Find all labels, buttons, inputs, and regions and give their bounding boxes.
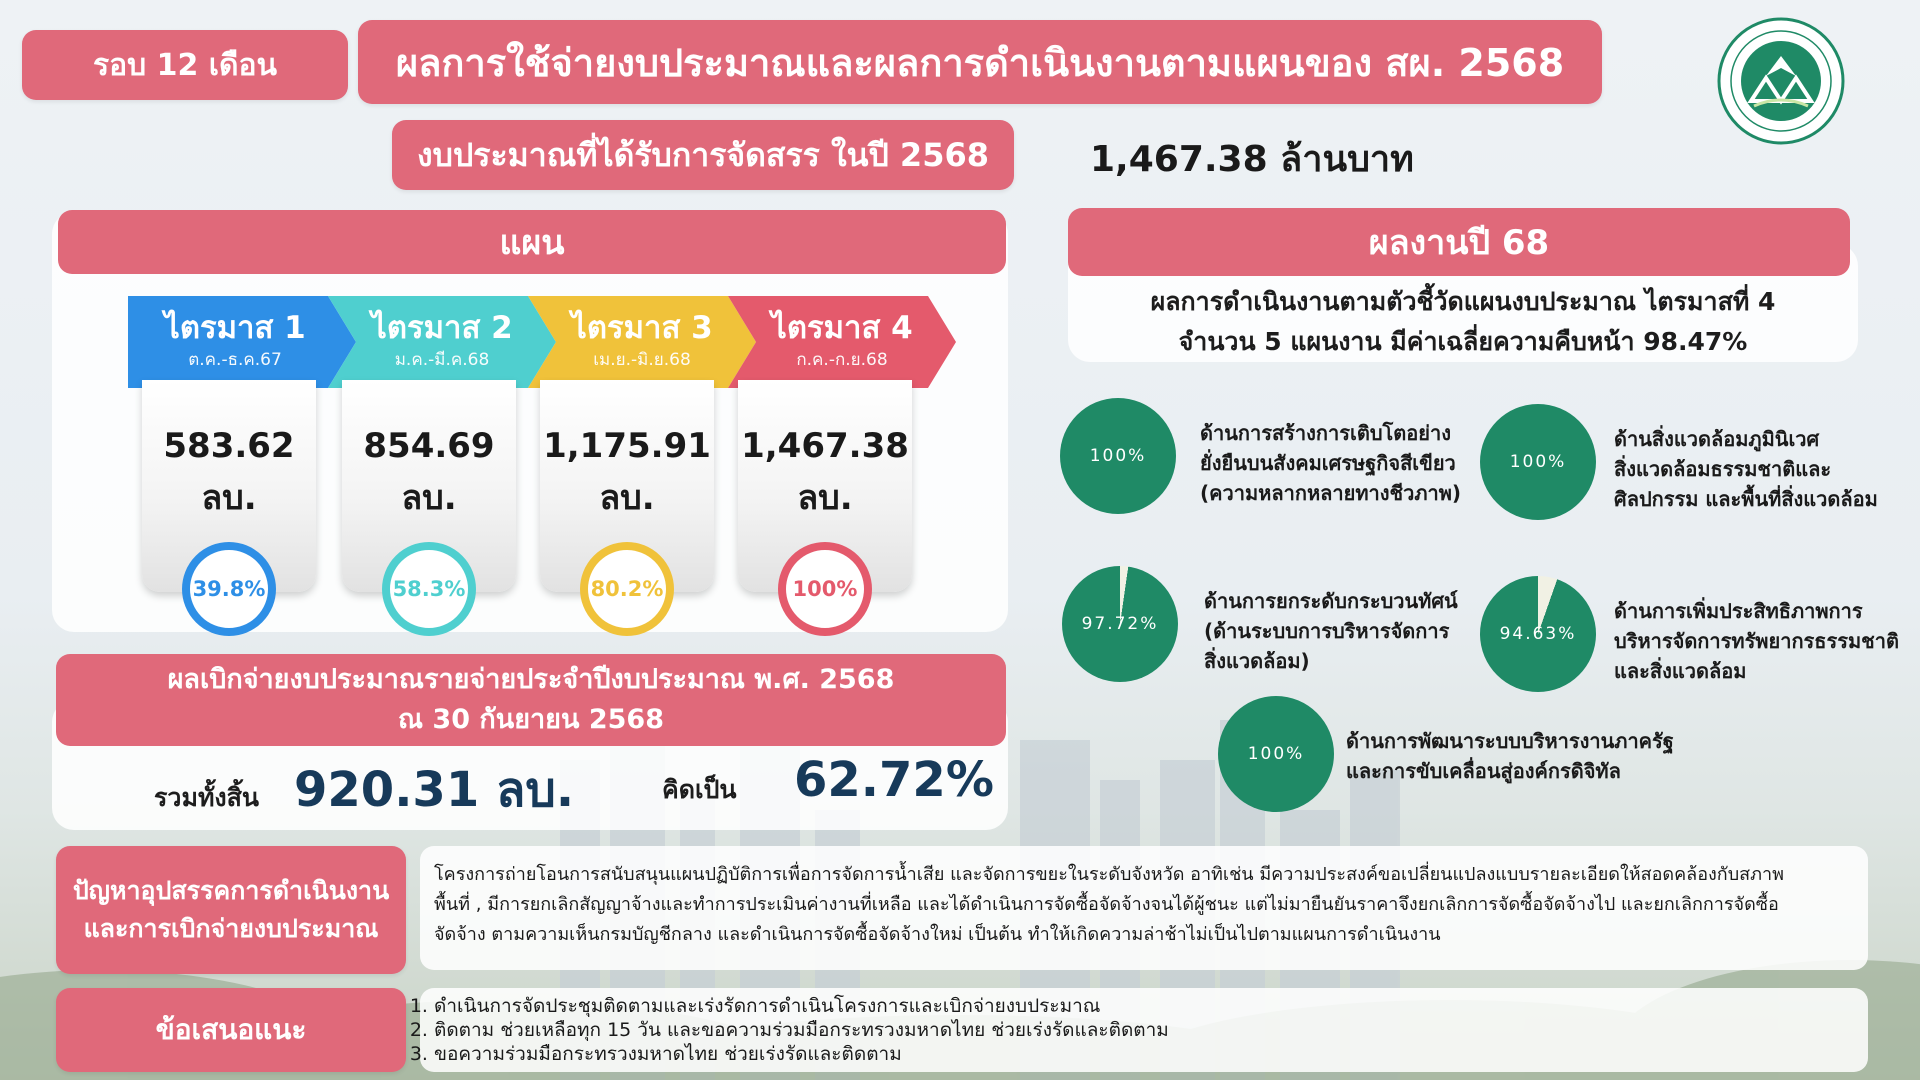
plan-title: แผน	[499, 223, 565, 263]
results-summary-line1: ผลการดำเนินงานตามตัวชี้วัดแผนงบประมาณ ไตรมาสที่ 4	[1150, 287, 1776, 316]
agency-logo	[1716, 16, 1846, 146]
problems-line2: พื้นที่ , มีการยกเลิกสัญญาจ้างและทำการประเมินค่างานที่เหลือ และได้ดำเนินการจัดซื้อจัดจ้างจนได้ผู้ชนะ แต่ไม่มายืนยันราคาจึงยกเลิกการจัดซื้อจัดจ้างไป และยกเลิกการจัดซื้อ	[434, 894, 1779, 915]
quarter-2-amount: 854.69	[363, 426, 495, 466]
plan-5-label	[1346, 726, 1674, 786]
plan-header	[58, 210, 1006, 274]
plan-4-percent: 94.63%	[1499, 624, 1577, 644]
problems-label-badge	[56, 846, 406, 974]
quarter-4-amount-block	[738, 420, 912, 524]
disbursement-header	[56, 654, 1006, 746]
quarter-1-percent-circle	[182, 542, 276, 636]
plan-5-progress-pie	[1218, 696, 1334, 812]
plan-1-label-line1: ด้านการสร้างการเติบโตอย่าง	[1200, 421, 1451, 445]
problems-label-line1: ปัญหาอุปสรรคการดำเนินงาน	[72, 876, 390, 905]
quarter-4-arrow	[742, 296, 942, 388]
plan-2-label	[1614, 424, 1878, 514]
quarter-4-unit: ลบ.	[797, 478, 853, 518]
quarter-4-range: ก.ค.-ก.ย.68	[796, 349, 888, 370]
quarter-2-arrow	[342, 296, 542, 388]
quarter-1-amount-block	[142, 420, 316, 524]
total-label: รวมทั้งสิ้น	[154, 783, 259, 812]
quarter-2-range: ม.ค.-มี.ค.68	[394, 349, 490, 370]
quarter-3-label: ไตรมาส 3	[571, 310, 713, 347]
plan-3-progress-pie	[1062, 566, 1178, 682]
quarter-1-range: ต.ค.-ธ.ค.67	[188, 349, 282, 370]
problems-line1: โครงการถ่ายโอนการสนับสนุนแผนปฏิบัติการเพื่อการจัดการน้ำเสีย และจัดการขยะในระดับจังหวัด อาทิเช่น มีความประสงค์ขอเปลี่ยนแปลงแบบรายละเอียดให้สอดคล้องกับสภาพ	[434, 864, 1784, 885]
plan-2-label-line3: ศิลปกรรม และพื้นที่สิ่งแวดล้อม	[1614, 487, 1878, 511]
disbursement-title-line2: ณ 30 กันยายน 2568	[397, 704, 665, 735]
quarter-1-amount: 583.62	[163, 426, 295, 466]
problems-line3: จัดจ้าง ตามความเห็นกรมบัญชีกลาง และดำเนินการจัดซื้อจัดจ้างใหม่ เป็นต้น ทำให้เกิดความล่าช้าไม่เป็นไปตามแผนการดำเนินงาน	[434, 924, 1441, 945]
plan-3-percent: 97.72%	[1081, 614, 1159, 634]
quarter-1-arrow	[128, 296, 342, 388]
period-label: รอบ 12 เดือน	[92, 47, 278, 83]
quarter-2-label: ไตรมาส 2	[371, 310, 513, 347]
plan-3-label	[1204, 586, 1458, 676]
budget-label-badge	[392, 120, 1014, 190]
plan-2-percent: 100%	[1509, 452, 1567, 472]
plan-3-label-line2: (ด้านระบบการบริหารจัดการ	[1204, 619, 1450, 643]
quarter-3-percent-circle	[580, 542, 674, 636]
recommendation-item: 1. ดำเนินการจัดประชุมติดตามและเร่งรัดการดำเนินโครงการและเบิกจ่ายงบประมาณ	[434, 994, 1830, 1018]
plan-4-label	[1614, 596, 1899, 686]
quarter-3-percent: 80.2%	[590, 577, 664, 601]
plan-1-label-line2: ยั่งยืนบนสังคมเศรษฐกิจสีเขียว	[1200, 451, 1456, 475]
disbursement-title-line1: ผลเบิกจ่ายงบประมาณรายจ่ายประจำปีงบประมาณ พ.ศ. 2568	[167, 664, 895, 695]
problems-label-line2: และการเบิกจ่ายงบประมาณ	[83, 914, 379, 943]
quarter-2-amount-block	[342, 420, 516, 524]
plan-1-percent: 100%	[1089, 446, 1147, 466]
budget-label: งบประมาณที่ได้รับการจัดสรร ในปี 2568	[417, 135, 989, 174]
results-header	[1068, 208, 1850, 276]
ratio-label: คิดเป็น	[662, 775, 737, 804]
plan-2-label-line2: สิ่งแวดล้อมธรรมชาติและ	[1614, 457, 1832, 481]
plan-1-progress-pie	[1060, 398, 1176, 514]
plan-1-label-line3: (ความหลากหลายทางชีวภาพ)	[1200, 481, 1462, 505]
problems-text	[434, 860, 1854, 950]
budget-value: 1,467.38 ล้านบาท	[1090, 138, 1414, 180]
title-banner	[358, 20, 1602, 104]
quarter-1-unit: ลบ.	[201, 478, 257, 518]
results-summary-line2: จำนวน 5 แผนงาน มีค่าเฉลี่ยความคืบหน้า 98.47%	[1178, 327, 1748, 356]
recommendations-label: ข้อเสนอแนะ	[155, 1013, 307, 1046]
recommendations-list	[410, 994, 1830, 1066]
recommendations-label-badge	[56, 988, 406, 1072]
quarter-3-amount-block	[540, 420, 714, 524]
recommendation-item: 3. ขอความร่วมมือกระทรวงมหาดไทย ช่วยเร่งรัดและติดตาม	[434, 1042, 1830, 1066]
results-title: ผลงานปี 68	[1368, 223, 1550, 263]
total-value: 920.31 ลบ.	[294, 762, 575, 818]
ratio-value: 62.72%	[794, 752, 994, 808]
plan-3-label-line3: สิ่งแวดล้อม)	[1204, 649, 1310, 673]
quarter-2-percent-circle	[382, 542, 476, 636]
quarter-4-label: ไตรมาส 4	[771, 310, 913, 347]
plan-5-label-line1: ด้านการพัฒนาระบบบริหารงานภาครัฐ	[1346, 729, 1674, 753]
page-title: ผลการใช้จ่ายงบประมาณและผลการดำเนินงานตามแผนของ สผ. 2568	[395, 40, 1565, 85]
quarter-1-percent: 39.8%	[192, 577, 266, 601]
plan-2-progress-pie	[1480, 404, 1596, 520]
plan-3-label-line1: ด้านการยกระดับกระบวนทัศน์	[1204, 589, 1458, 613]
recommendation-item: 2. ติดตาม ช่วยเหลือทุก 15 วัน และขอความร่วมมือกระทรวงมหาดไทย ช่วยเร่งรัดและติดตาม	[434, 1018, 1830, 1042]
quarter-1-label: ไตรมาส 1	[164, 310, 306, 347]
plan-1-label	[1200, 418, 1461, 508]
results-summary	[1068, 282, 1858, 362]
plan-5-percent: 100%	[1247, 744, 1305, 764]
quarter-3-arrow	[542, 296, 742, 388]
quarter-2-unit: ลบ.	[401, 478, 457, 518]
quarter-3-range: เม.ย.-มิ.ย.68	[593, 349, 691, 370]
plan-2-label-line1: ด้านสิ่งแวดล้อมภูมินิเวศ	[1614, 427, 1820, 451]
plan-4-progress-pie	[1480, 576, 1596, 692]
quarter-4-amount: 1,467.38	[741, 426, 909, 466]
quarter-4-percent-circle	[778, 542, 872, 636]
quarter-4-percent: 100%	[792, 577, 858, 601]
plan-4-label-line2: บริหารจัดการทรัพยากรธรรมชาติ	[1614, 629, 1899, 653]
plan-4-label-line1: ด้านการเพิ่มประสิทธิภาพการ	[1614, 599, 1863, 623]
period-badge	[22, 30, 348, 100]
quarter-3-unit: ลบ.	[599, 478, 655, 518]
plan-5-label-line2: และการขับเคลื่อนสู่องค์กรดิจิทัล	[1346, 759, 1621, 783]
quarter-2-percent: 58.3%	[392, 577, 466, 601]
quarter-3-amount: 1,175.91	[543, 426, 711, 466]
plan-4-label-line3: และสิ่งแวดล้อม	[1614, 659, 1747, 683]
